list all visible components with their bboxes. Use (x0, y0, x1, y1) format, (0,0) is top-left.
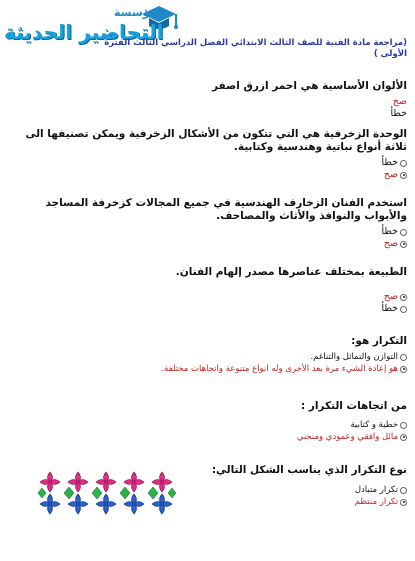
option-false[interactable] (12, 226, 407, 238)
option-label: التوازن والتماثل والتناغم. (310, 352, 398, 362)
option-true[interactable] (12, 238, 407, 250)
option-true[interactable] (12, 431, 407, 443)
question-1 (12, 80, 407, 120)
logo-subtitle: مؤسسة (114, 6, 157, 19)
option-label: مائل وافقي وعمودي ومنحني (296, 432, 398, 442)
option-label: تكرار منتظم (354, 497, 398, 507)
answer-options (12, 419, 407, 443)
option-label: صح (383, 291, 398, 302)
radio-button-selected[interactable] (400, 499, 407, 506)
radio-button[interactable] (400, 354, 407, 361)
radio-button[interactable] (400, 487, 407, 494)
option-label: صح (383, 169, 398, 180)
radio-button-selected[interactable] (400, 434, 407, 441)
option-label: تكرار متبادل (354, 485, 398, 495)
radio-button-selected[interactable] (400, 172, 407, 179)
radio-button[interactable] (400, 229, 407, 236)
answer-options (12, 351, 407, 375)
option-label: خطأ (381, 226, 398, 237)
question-text: نوع التكرار الذي يناسب الشكل التالي: (211, 464, 407, 476)
question-text: الطبيعة بمختلف عناصرها مصدر إلهام الفنان. (175, 266, 407, 278)
option-false[interactable] (12, 351, 407, 363)
question-6 (12, 400, 407, 443)
option-true[interactable] (12, 96, 407, 108)
logo-title: التحاضير الحديثة (4, 20, 164, 44)
option-true[interactable] (12, 291, 407, 303)
question-text: الألوان الأساسية هي احمر ازرق اصفر (212, 80, 407, 92)
question-2 (12, 128, 407, 181)
answer-options (12, 157, 407, 181)
answer-options (12, 226, 407, 250)
radio-button-selected[interactable] (400, 241, 407, 248)
option-label: صح (392, 96, 407, 107)
question-text: استخدم الفنان الزخارف الهندسية في جميع المجالات كزخرفة المساجد والأبواب والنوافذ والأثاث والمصاحف. (45, 197, 407, 222)
page-header: (مراجعة مادة الفنية للصف الثالث الابتدائي الفصل الدراسي الثالث الفترة الأولى ) (104, 38, 407, 59)
option-true[interactable] (12, 169, 407, 181)
option-label: خطأ (381, 303, 398, 314)
question-text: من اتجاهات التكرار : (300, 400, 407, 412)
radio-button[interactable] (400, 160, 407, 167)
question-3 (12, 197, 407, 250)
radio-button-selected[interactable] (400, 294, 407, 301)
radio-button-selected[interactable] (400, 366, 407, 373)
repeated-flower-pattern (38, 470, 176, 516)
answer-options (12, 96, 407, 120)
option-false[interactable] (12, 303, 407, 315)
option-label: هو إعادة الشيء مرة بعد الأخرى وله انواع متنوعة واتجاهات مختلفة. (161, 364, 398, 374)
answer-options (12, 291, 407, 315)
option-false[interactable] (12, 419, 407, 431)
option-label: خطأ (390, 108, 407, 119)
question-4 (12, 266, 407, 315)
option-false[interactable] (12, 157, 407, 169)
option-label: خطأ (381, 157, 398, 168)
radio-button[interactable] (400, 306, 407, 313)
question-text: الوحدة الزخرفية هي التي تتكون من الأشكال الزخرفية ويمكن تصنيفها الى ثلاثة أنواع نباتية وهندسية وكتابية. (25, 128, 407, 153)
question-5 (12, 335, 407, 375)
option-label: خطية و كتابية (350, 420, 398, 430)
option-false[interactable] (12, 108, 407, 120)
option-true[interactable] (12, 363, 407, 375)
option-label: صح (383, 238, 398, 249)
question-text: التكرار هو: (351, 335, 407, 347)
radio-button[interactable] (400, 422, 407, 429)
